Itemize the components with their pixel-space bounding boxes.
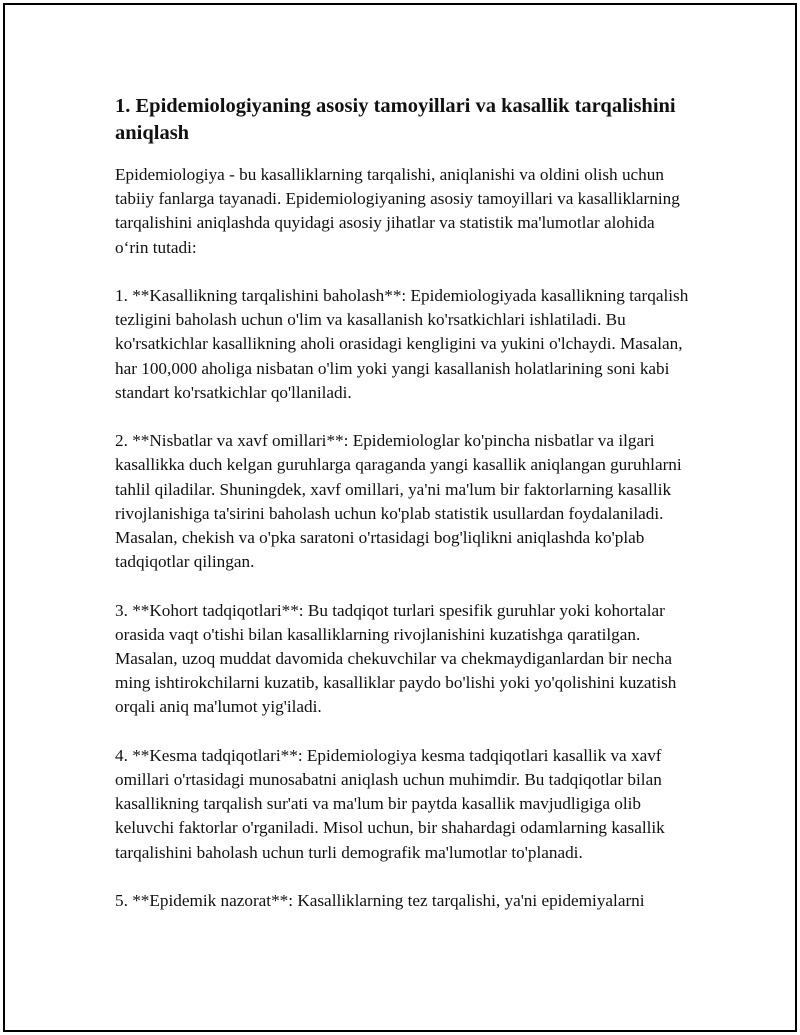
section-heading: 1. Epidemiologiyaning asosiy tamoyillari va kasallik tarqalishini aniqlash — [115, 95, 676, 144]
list-item-4: 4. **Kesma tadqiqotlari**: Epidemiologiya kesma tadqiqotlari kasallik va xavf omillari o'rtasidagi munosabatni aniqlash uchun muhimdir. Bu tadqiqotlar bilan kasallikning tarqalish sur'ati va ma'lum bir paytda kasallik mavjudligiga olib keluvchi faktorlar o'rganiladi. Misol uchun, bir shahardagi odamlarning kasallik tarqalishini baholash uchun turli demografik ma'lumotlar to'planadi. — [115, 745, 665, 862]
document-body — [115, 93, 690, 913]
list-item-2: 2. **Nisbatlar va xavf omillari**: Epidemiologlar ko'pincha nisbatlar va ilgari kasallikka duch kelgan guruhlarga qaraganda yangi kasallik aniqlangan guruhlarni tahlil qiladilar. Shuningdek, xavf omillari, ya'ni ma'lum bir faktorlarning kasallik rivojlanishiga ta'sirini baholash uchun ko'plab statistik usullardan foydalaniladi. Masalan, chekish va o'pka saratoni o'rtasidagi bog'liqlikni aniqlashda ko'plab tadqiqotlar qilingan. — [115, 431, 682, 572]
list-item-1: 1. **Kasallikning tarqalishini baholash**: Epidemiologiyada kasallikning tarqalish tezligini baholash uchun o'lim va kasallanish ko'rsatkichlari ishlatiladi. Bu ko'rsatkichlar kasallikning aholi orasidagi kengligini va yukini o'lchaydi. Masalan, har 100,000 aholiga nisbatan o'lim yoki yangi kasallanish holatlarining soni kabi standart ko'rsatkichlar qo'llaniladi. — [115, 286, 689, 402]
intro-paragraph: Epidemiologiya - bu kasalliklarning tarqalishi, aniqlanishi va oldini olish uchun tabiiy fanlarga tayanadi. Epidemiologiyaning asosiy tamoyillari va kasalliklarning tarqalishini aniqlashda quyidagi asosiy jihatlar va statistik ma'lumotlar alohida o‘rin tutadi: — [115, 165, 680, 257]
list-item-3: 3. **Kohort tadqiqotlari**: Bu tadqiqot turlari spesifik guruhlar yoki kohortalar orasida vaqt o'tishi bilan kasalliklarning rivojlanishini kuzatishga qaratilgan. Masalan, uzoq muddat davomida chekuvchilar va chekmaydiganlardan bir necha ming ishtirokchilarni kuzatib, kasalliklar paydo bo'lishi yoki yo'qolishini kuzatish orqali aniq ma'lumot yig'iladi. — [115, 600, 677, 717]
list-item-5: 5. **Epidemik nazorat**: Kasalliklarning tez tarqalishi, ya'ni epidemiyalarni — [115, 891, 645, 911]
